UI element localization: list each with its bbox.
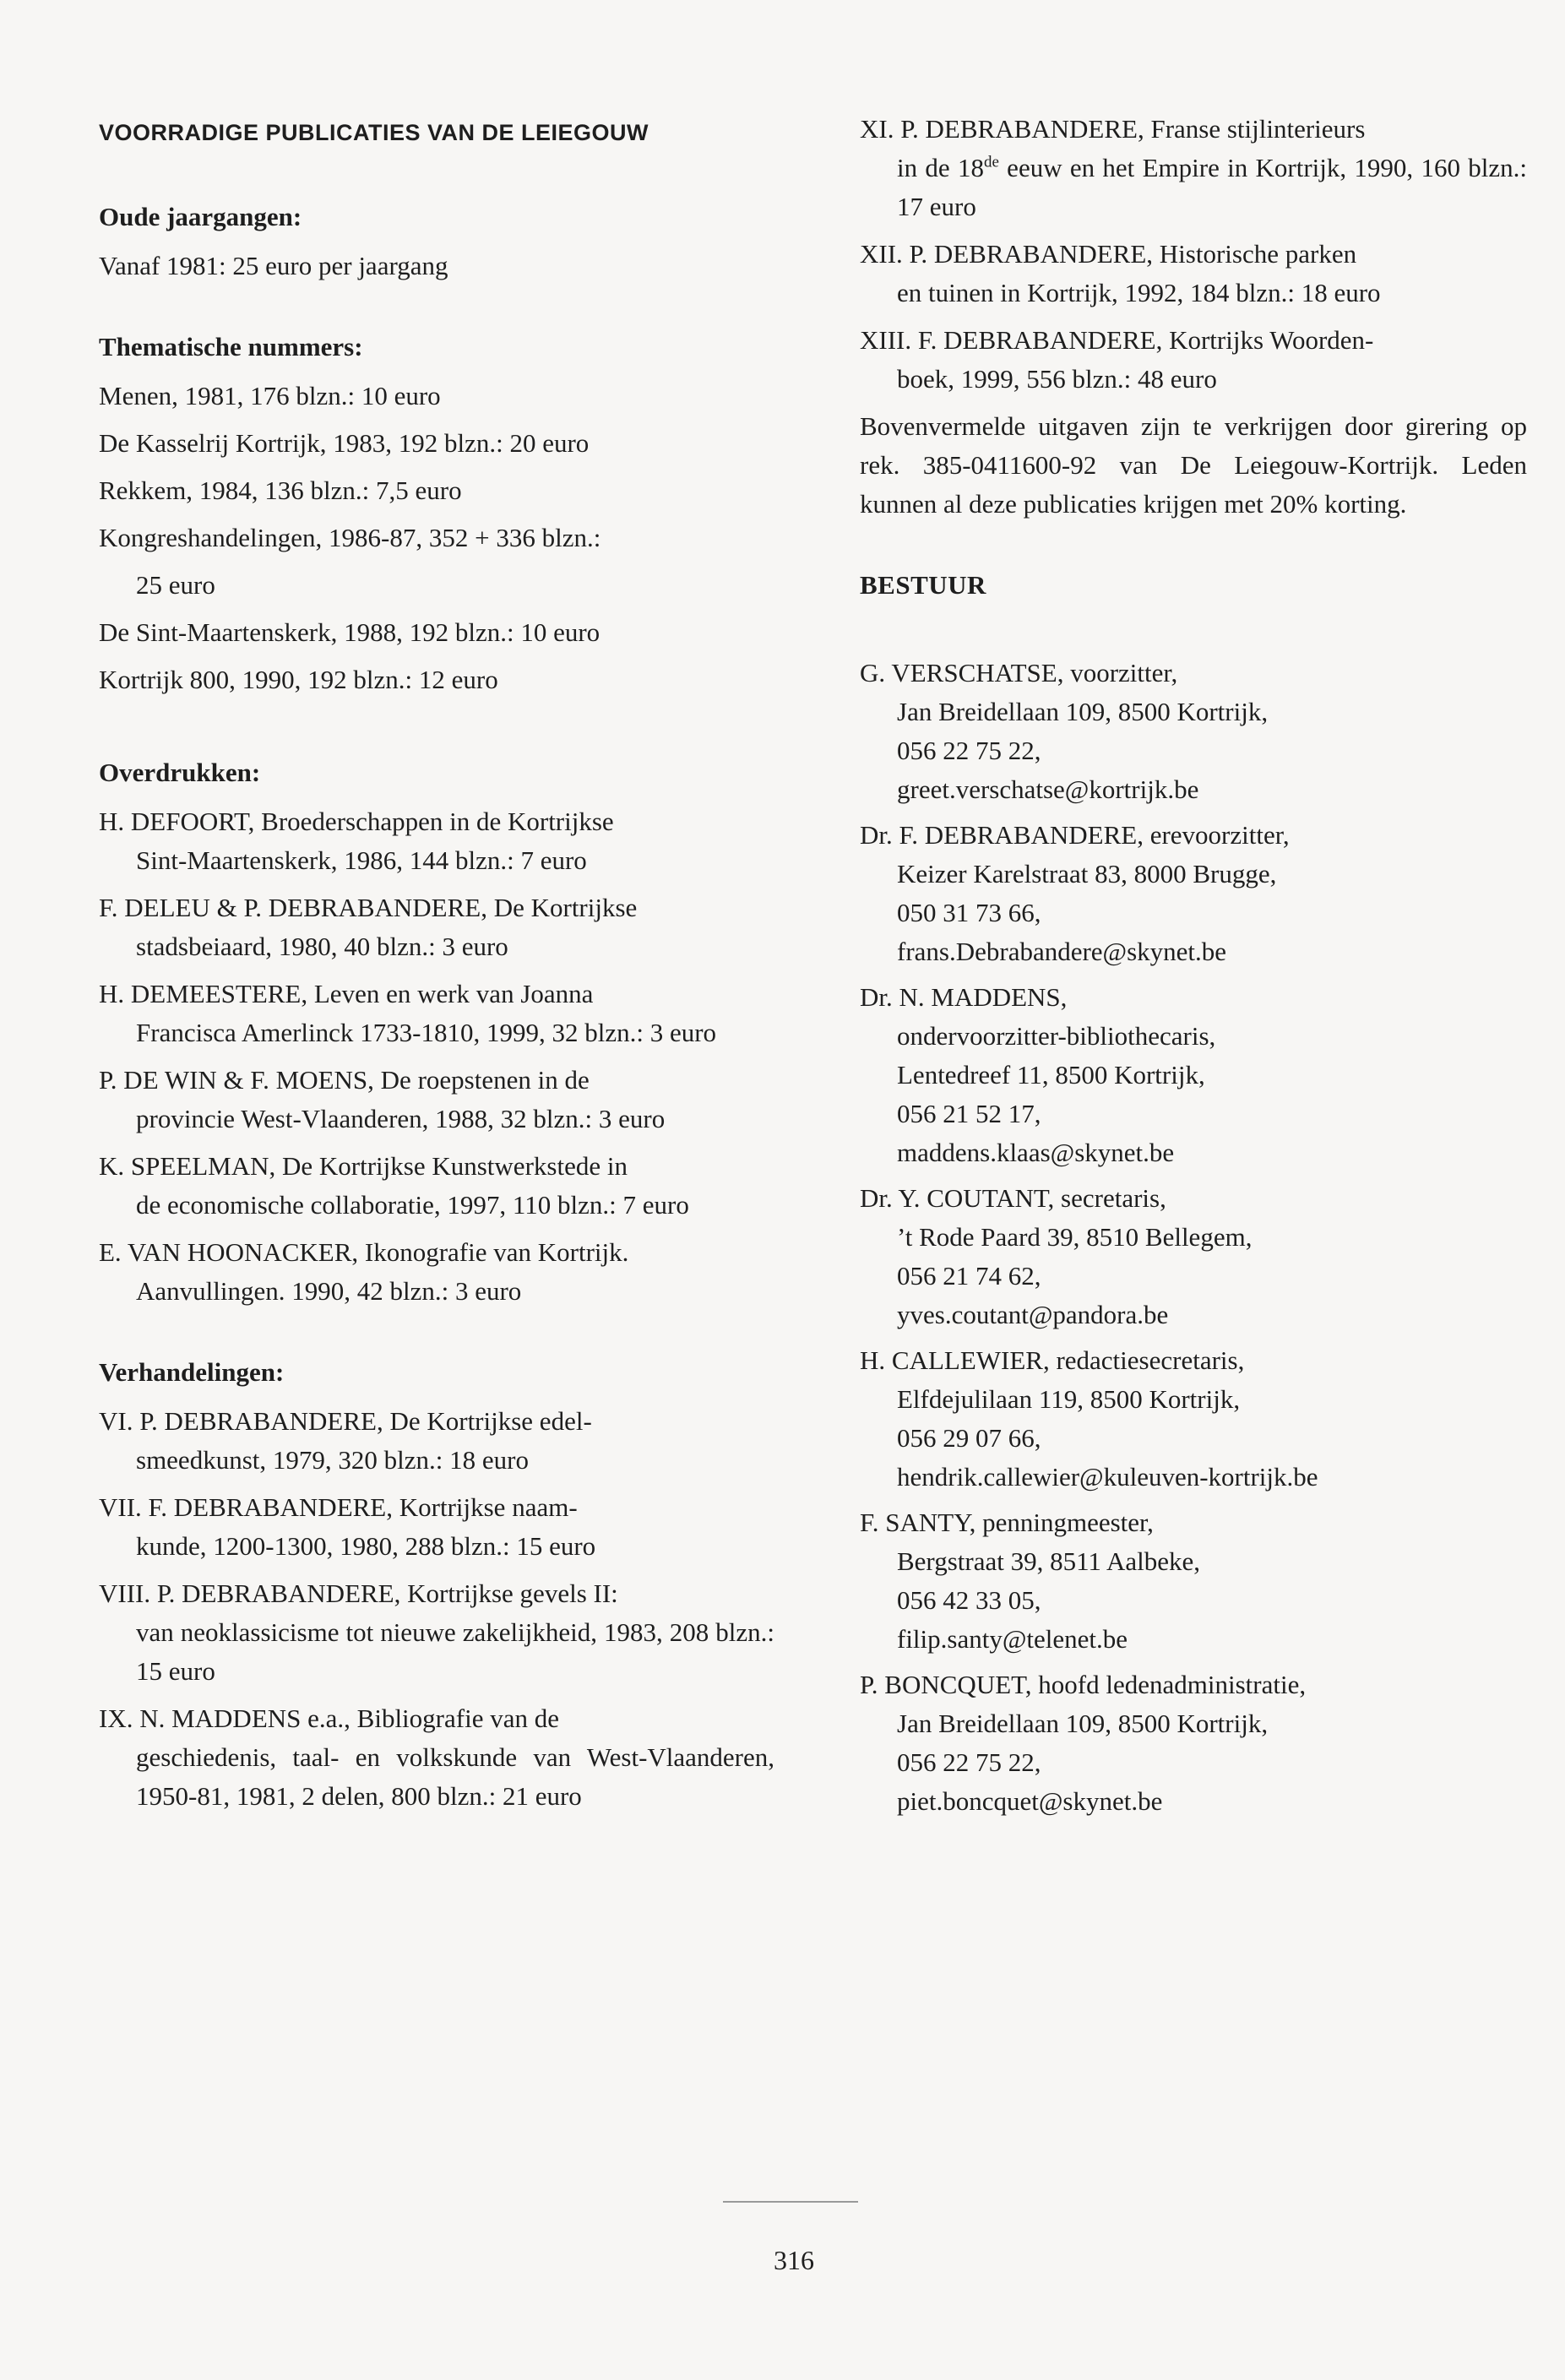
bestuur-title: BESTUUR <box>860 570 986 600</box>
board-member-detail: 050 31 73 66, <box>897 898 1041 927</box>
board-member-detail: yves.coutant@pandora.be <box>897 1300 1169 1329</box>
entry-continuation: geschiedenis, taal- en volkskunde van West-Vlaanderen, 1950-81, 1981, 2 delen, 800 blzn.: 21 euro <box>136 1742 774 1811</box>
board-member-name-role: Dr. Y. COUTANT, secretaris, <box>860 1183 1166 1213</box>
entry-first-line: P. DE WIN & F. MOENS, De roepstenen in de <box>99 1065 590 1095</box>
board-member-name-role: P. BONCQUET, hoofd ledenadministratie, <box>860 1670 1307 1699</box>
overdruk-entry <box>99 1147 774 1225</box>
board-member <box>860 1665 1527 1821</box>
verhandeling-entry <box>860 235 1527 312</box>
entry-continuation: Sint-Maartenskerk, 1986, 144 blzn.: 7 euro <box>136 845 587 875</box>
overdruk-entry <box>99 1233 774 1311</box>
board-member-detail: 056 21 52 17, <box>897 1099 1041 1128</box>
entry-continuation: van neoklassicisme tot nieuwe zakelijkheid, 1983, 208 blzn.: 15 euro <box>136 1617 774 1686</box>
board-list <box>860 654 1527 1821</box>
entry-first-line: H. DEMEESTERE, Leven en werk van Joanna <box>99 979 594 1008</box>
board-member <box>860 816 1527 971</box>
overdruk-entry <box>99 888 774 966</box>
verhandeling-entry <box>860 321 1527 399</box>
ordering-note: Bovenvermelde uitgaven zijn te verkrijgen door girering op rek. 385-0411600-92 van De Leiegouw-Kortrijk. Leden kunnen al deze publicaties krijgen met 20% korting. <box>860 411 1527 519</box>
board-member <box>860 1341 1527 1497</box>
board-member-name-role: F. SANTY, penningmeester, <box>860 1508 1154 1537</box>
overdrukken-title: Overdrukken: <box>99 758 261 787</box>
entry-continuation: smeedkunst, 1979, 320 blzn.: 18 euro <box>136 1445 529 1475</box>
entry-continuation: kunde, 1200-1300, 1980, 288 blzn.: 15 euro <box>136 1531 596 1561</box>
board-member <box>860 654 1527 809</box>
thematische-nummers-title: Thematische nummers: <box>99 332 363 361</box>
entry-first-line: XIII. F. DEBRABANDERE, Kortrijks Woorden- <box>860 325 1374 355</box>
verhandeling-entry <box>99 1699 774 1816</box>
entry-first-line: IX. N. MADDENS e.a., Bibliografie van de <box>99 1703 559 1733</box>
board-member-detail: piet.boncquet@skynet.be <box>897 1786 1163 1816</box>
verhandelingen-title: Verhandelingen: <box>99 1357 285 1387</box>
board-member <box>860 1179 1527 1334</box>
board-member-detail: maddens.klaas@skynet.be <box>897 1138 1175 1167</box>
board-member-detail: 056 22 75 22, <box>897 736 1041 765</box>
board-member-detail: hendrik.callewier@kuleuven-kortrijk.be <box>897 1462 1318 1492</box>
entry-first-line: H. DEFOORT, Broederschappen in de Kortrijkse <box>99 807 614 836</box>
thematic-item: Kortrijk 800, 1990, 192 blzn.: 12 euro <box>99 665 498 694</box>
overdruk-entry <box>99 1061 774 1138</box>
overdruk-entry <box>99 802 774 880</box>
entry-first-line: F. DELEU & P. DEBRABANDERE, De Kortrijkse <box>99 893 638 922</box>
overdruk-entry <box>99 975 774 1052</box>
entry-first-line: VII. F. DEBRABANDERE, Kortrijkse naam- <box>99 1492 578 1522</box>
thematic-item: Kongreshandelingen, 1986-87, 352 + 336 blzn.: <box>99 523 601 552</box>
board-member-detail: ondervoorzitter-bibliothecaris, <box>897 1021 1216 1051</box>
board-member-detail: 056 22 75 22, <box>897 1747 1041 1777</box>
footer-divider <box>723 2201 858 2203</box>
oude-jaargangen-text: Vanaf 1981: 25 euro per jaargang <box>99 251 448 280</box>
entry-first-line: E. VAN HOONACKER, Ikonografie van Kortrijk. <box>99 1237 629 1267</box>
board-member-detail: Bergstraat 39, 8511 Aalbeke, <box>897 1546 1200 1576</box>
entry-continuation: Francisca Amerlinck 1733-1810, 1999, 32 blzn.: 3 euro <box>136 1018 717 1047</box>
entry-first-line: XII. P. DEBRABANDERE, Historische parken <box>860 239 1357 269</box>
board-member-detail: Keizer Karelstraat 83, 8000 Brugge, <box>897 859 1277 888</box>
board-member-detail: Elfdejulilaan 119, 8500 Kortrijk, <box>897 1384 1241 1414</box>
board-member-detail: 056 42 33 05, <box>897 1585 1041 1615</box>
thematic-item: Rekkem, 1984, 136 blzn.: 7,5 euro <box>99 475 462 505</box>
entry-first-line: VI. P. DEBRABANDERE, De Kortrijkse edel- <box>99 1406 592 1436</box>
entry-continuation: de economische collaboratie, 1997, 110 blzn.: 7 euro <box>136 1190 689 1220</box>
board-member-detail: Jan Breidellaan 109, 8500 Kortrijk, <box>897 697 1269 726</box>
entry-first-line: VIII. P. DEBRABANDERE, Kortrijkse gevels II: <box>99 1579 618 1608</box>
verhandeling-entry <box>99 1402 774 1480</box>
page-number: 316 <box>774 2245 814 2275</box>
board-member-name-role: G. VERSCHATSE, voorzitter, <box>860 658 1178 687</box>
board-member-name-role: H. CALLEWIER, redactiesecretaris, <box>860 1345 1245 1375</box>
entry-continuation: boek, 1999, 556 blzn.: 48 euro <box>897 364 1217 394</box>
verhandeling-entry <box>860 110 1527 226</box>
oude-jaargangen-title: Oude jaargangen: <box>99 202 302 231</box>
board-member-detail: Lentedreef 11, 8500 Kortrijk, <box>897 1060 1205 1089</box>
thematic-item: De Sint-Maartenskerk, 1988, 192 blzn.: 10 euro <box>99 617 600 647</box>
board-member-detail: 056 29 07 66, <box>897 1423 1041 1453</box>
page-heading: VOORRADIGE PUBLICATIES VAN DE LEIEGOUW <box>99 120 649 145</box>
board-member <box>860 1503 1527 1659</box>
verhandeling-entry <box>99 1488 774 1566</box>
entry-continuation: provincie West-Vlaanderen, 1988, 32 blzn.: 3 euro <box>136 1104 666 1133</box>
board-member-detail: frans.Debrabandere@skynet.be <box>897 937 1227 966</box>
entry-first-line: K. SPEELMAN, De Kortrijkse Kunstwerkstede in <box>99 1151 628 1181</box>
entry-continuation: Aanvullingen. 1990, 42 blzn.: 3 euro <box>136 1276 522 1306</box>
verhandeling-entry <box>99 1574 774 1691</box>
board-member <box>860 978 1527 1172</box>
entry-first-line: XI. P. DEBRABANDERE, Franse stijlinterieurs <box>860 114 1366 144</box>
right-column <box>860 110 1527 1828</box>
thematic-item: De Kasselrij Kortrijk, 1983, 192 blzn.: 20 euro <box>99 428 590 458</box>
board-member-detail: greet.verschatse@kortrijk.be <box>897 774 1199 804</box>
board-member-name-role: Dr. F. DEBRABANDERE, erevoorzitter, <box>860 820 1290 850</box>
board-member-detail: 056 21 74 62, <box>897 1261 1041 1291</box>
board-member-detail: filip.santy@telenet.be <box>897 1624 1128 1654</box>
board-member-detail: ’t Rode Paard 39, 8510 Bellegem, <box>897 1222 1253 1252</box>
board-member-detail: Jan Breidellaan 109, 8500 Kortrijk, <box>897 1709 1269 1738</box>
entry-continuation: in de 18de eeuw en het Empire in Kortrijk, 1990, 160 blzn.: 17 euro <box>897 153 1527 221</box>
thematic-item: Menen, 1981, 176 blzn.: 10 euro <box>99 381 441 410</box>
thematic-item: 25 euro <box>136 570 215 600</box>
board-member-name-role: Dr. N. MADDENS, <box>860 982 1068 1012</box>
entry-continuation: en tuinen in Kortrijk, 1992, 184 blzn.: 18 euro <box>897 278 1381 307</box>
left-column <box>99 110 774 1824</box>
entry-continuation: stadsbeiaard, 1980, 40 blzn.: 3 euro <box>136 932 508 961</box>
